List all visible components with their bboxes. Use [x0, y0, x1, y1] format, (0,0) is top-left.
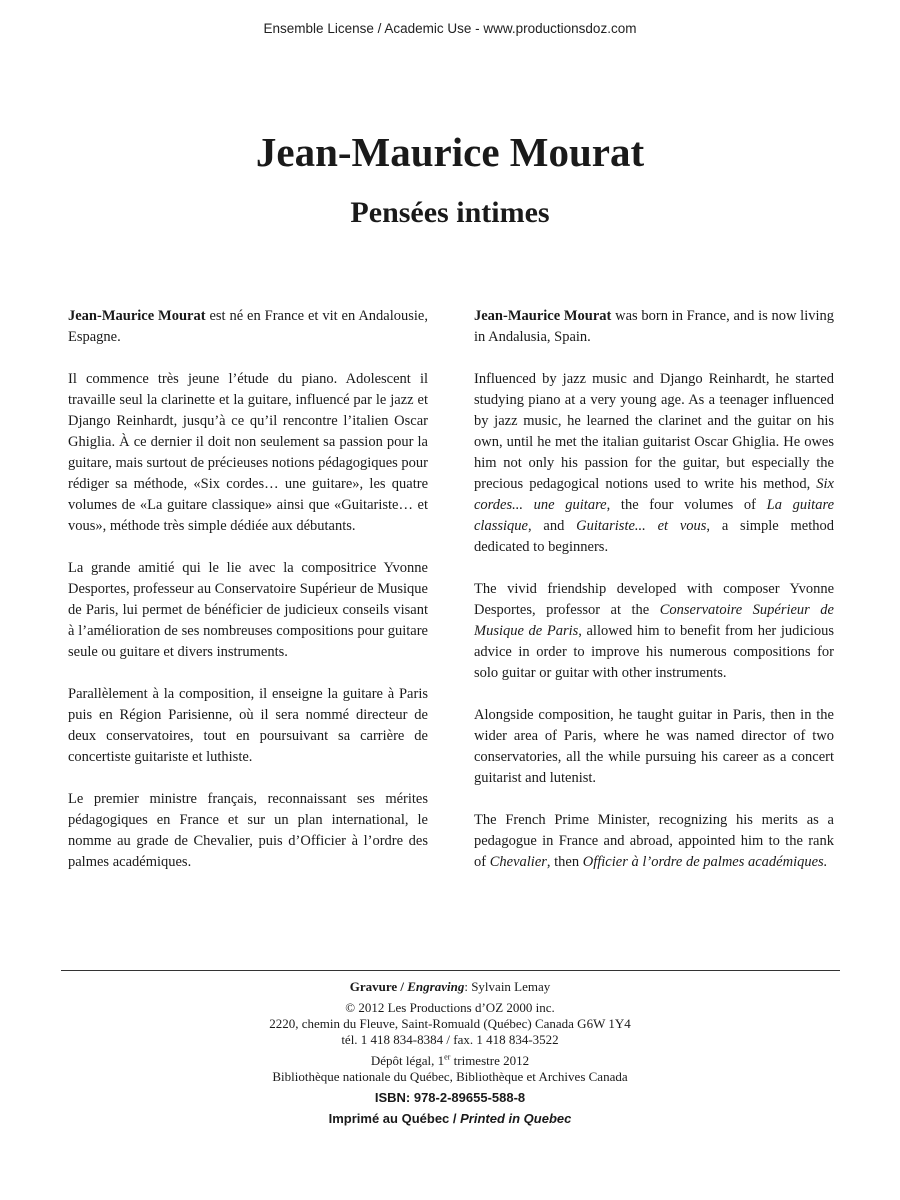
fr-paragraph-3: La grande amitié qui le lie avec la compositrice Yvonne Desportes, professeur au Conservatoire Supérieur de Musique de Paris, lui permet de bénéficier de judicieux conseils visant à l’amélioration de ses nombreuses compositions pour guitare seule ou guitare et divers instruments.	[68, 560, 428, 660]
library: Bibliothèque nationale du Québec, Bibliothèque et Archives Canada	[272, 1069, 628, 1084]
printed-in: Imprimé au Québec / Printed in Quebec	[328, 1111, 572, 1126]
fr-paragraph-2: Il commence très jeune l’étude du piano. Adolescent il travaille seul la clarinette et la guitare, influencé par le jazz et Django Reinhardt, jusqu’à ce qu’il rencontre l’italien Oscar Ghiglia. À ce dernier il doit non seulement sa passion pour la guitare, mais surtout de précieuses notions pédagogiques pour rédiger sa méthode, «Six cordes… une guitare», les quatre volumes de «La guitare classique» ainsi que «Guitariste… et vous», méthode très simple dédiée aux débutants.	[68, 371, 429, 534]
biography-english	[474, 306, 834, 894]
phone-fax: tél. 1 418 834-8384 / fax. 1 418 834-3522	[341, 1032, 559, 1047]
publisher-info	[0, 1000, 900, 1048]
address: 2220, chemin du Fleuve, Saint-Romuald (Québec) Canada G6W 1Y4	[269, 1016, 631, 1031]
copyright: © 2012 Les Productions d’OZ 2000 inc.	[345, 1000, 555, 1015]
credits-block	[0, 979, 900, 1132]
legal-deposit: Dépôt légal, 1er trimestre 2012 Bibliothèque nationale du Québec, Bibliothèque et Archives Canada	[0, 1053, 900, 1085]
fr-paragraph-5: Le premier ministre français, reconnaissant ses mérites pédagogiques en France et sur un plan international, le nomme au grade de Chevalier, puis d’Officier à l’ordre des palmes académiques.	[68, 791, 428, 870]
fr-paragraph-4: Parallèlement à la composition, il enseigne la guitare à Paris puis en Région Parisienne, où il sera nommé directeur de deux conservatoires, tout en poursuivant sa carrière de concertiste guitariste et luthiste.	[68, 686, 428, 765]
en-paragraph-4: Alongside composition, he taught guitar in Paris, then in the wider area of Paris, where he was named director of two conservatories, all the while pursuing his career as a concert guitarist and lutenist.	[474, 707, 834, 786]
engraving-credit: Gravure / Engraving: Sylvain Lemay	[349, 979, 551, 994]
biography-french	[68, 306, 428, 894]
isbn: ISBN: 978-2-89655-588-8	[374, 1090, 526, 1105]
footer-divider	[61, 970, 840, 971]
fr-paragraph-1: Jean-Maurice Mourat est né en France et vit en Andalousie, Espagne.	[68, 308, 428, 345]
fr-name-bold: Jean-Maurice Mourat	[68, 308, 206, 324]
page-subtitle: Pensées intimes	[350, 196, 550, 229]
en-name-bold: Jean-Maurice Mourat	[474, 308, 612, 324]
page-title: Jean-Maurice Mourat	[255, 129, 645, 175]
en-paragraph-2: Influenced by jazz music and Django Reinhardt, he started studying piano at a very young age. As a teenager influenced by jazz music, he learned the clarinet and the guitar on his own, until he met the italian guitarist Oscar Ghiglia. He owes him not only his passion for the guitar, but especially the precious pedagogical notions used to write his method, Six cordes... une guitare, the four volumes of La guitare classique, and Guitariste... et vous, a simple method dedicated to beginners.	[474, 371, 835, 555]
license-header: Ensemble License / Academic Use - www.productionsdoz.com	[263, 21, 637, 36]
en-paragraph-5: The French Prime Minister, recognizing his merits as a pedagogue in France and abroad, appointed him to the rank of Chevalier, then Officier à l’ordre de palmes académiques.	[474, 812, 834, 870]
en-paragraph-3: The vivid friendship developed with composer Yvonne Desportes, professor at the Conservatoire Supérieur de Musique de Paris, allowed him to benefit from her judicious advice in order to improve his numerous compositions for solo guitar or guitar with other instruments.	[474, 581, 835, 681]
en-paragraph-1: Jean-Maurice Mourat was born in France, and is now living in Andalusia, Spain.	[474, 308, 834, 345]
